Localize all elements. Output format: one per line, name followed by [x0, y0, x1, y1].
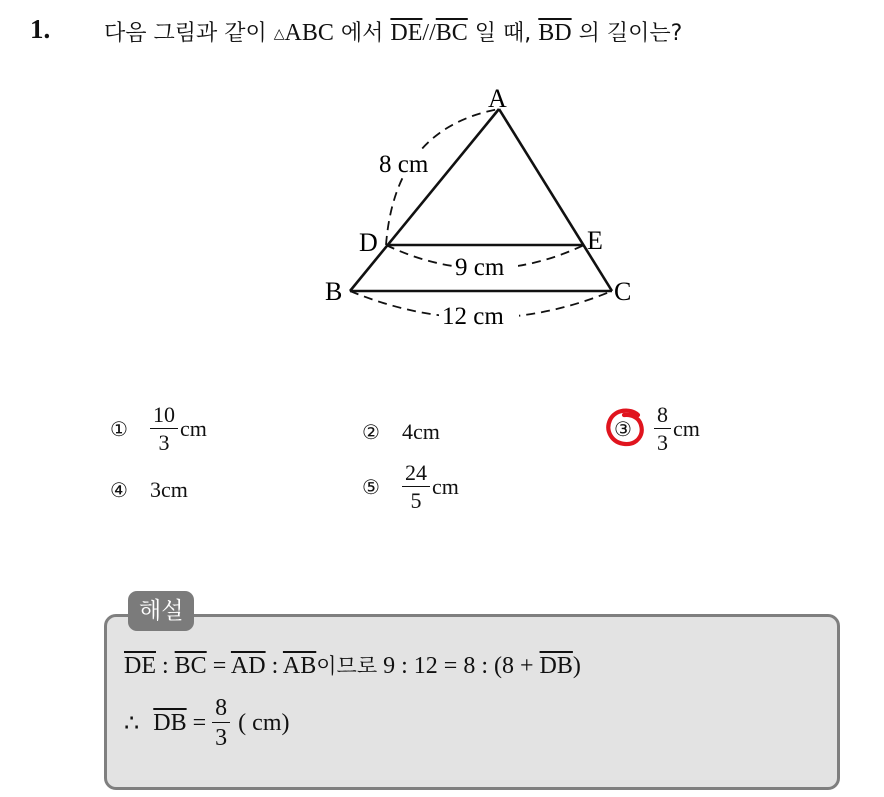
sol-result-denominator: 3 — [215, 725, 228, 751]
sol-colon-2: : — [265, 653, 283, 679]
choice-5-unit: cm — [432, 474, 459, 499]
sol-result-seg: $\overline{DB}$ — [153, 709, 187, 736]
sol-result-numerator: 8 — [212, 696, 230, 723]
choice-5-fraction — [402, 462, 430, 512]
question-mid2: 일 때, — [474, 21, 532, 46]
parallel-symbol: // — [422, 20, 436, 46]
label-e: E — [587, 226, 603, 255]
label-c: C — [614, 277, 632, 306]
sol-close-paren: ) — [572, 653, 581, 679]
choice-1-number: ① — [110, 417, 128, 441]
length-de: 9 cm — [455, 254, 505, 281]
choice-3-numerator: 8 — [654, 404, 671, 429]
choice-5-numerator: 24 — [402, 462, 430, 487]
sol-korean: 이므로 — [316, 654, 378, 678]
choice-3-number: ③ — [614, 417, 632, 441]
choice-3-denominator: 3 — [657, 430, 668, 455]
choice-2[interactable] — [362, 419, 440, 445]
sol-seg-ad: $\overline{AD}$ — [230, 653, 266, 679]
choice-5-number: ⑤ — [362, 475, 380, 499]
solution-line-2 — [124, 696, 289, 750]
choice-4-text: 3cm — [150, 477, 188, 502]
choice-1-fraction — [150, 404, 178, 454]
sol-seg-de: $\overline{DE}$ — [124, 653, 156, 679]
choice-3[interactable] — [614, 404, 700, 454]
question-number: 1. — [30, 14, 51, 44]
choice-3-unit: cm — [673, 416, 700, 441]
length-ad: 8 cm — [379, 151, 429, 178]
sol-colon-1: : — [156, 653, 175, 679]
segment-de: $\overline{DE}$ — [390, 20, 423, 46]
question-end: 의 길이는? — [578, 21, 683, 46]
choice-5[interactable] — [362, 462, 459, 512]
segment-bc: $\overline{BC}$ — [435, 20, 468, 46]
choice-1-numerator: 10 — [150, 404, 178, 429]
sol-result-fraction — [212, 696, 230, 750]
triangle-name: ABC — [284, 20, 334, 46]
choice-1-denominator: 3 — [158, 430, 170, 455]
choice-5-denominator: 5 — [410, 488, 422, 513]
sol-seg-ab: $\overline{AB}$ — [282, 653, 317, 679]
question-mid1: 에서 — [340, 21, 384, 46]
sol-seg-bc: $\overline{BC}$ — [174, 653, 207, 679]
choice-4-number: ④ — [110, 478, 128, 502]
sol-eq-1: = — [206, 653, 231, 679]
length-bc: 12 cm — [442, 303, 504, 330]
sol-seg-db: $\overline{DB}$ — [539, 653, 573, 679]
choice-4[interactable] — [110, 477, 188, 503]
solution-tag: 해설 — [128, 591, 194, 631]
sol-result-eq: = — [186, 709, 213, 736]
choice-1[interactable] — [110, 404, 207, 454]
question-lead: 다음 그림과 같이 — [104, 21, 267, 46]
triangle-symbol: △ — [273, 26, 285, 42]
therefore-symbol: ∴ — [124, 710, 140, 737]
choice-1-unit: cm — [180, 416, 207, 441]
sol-result-unit: ( cm) — [232, 709, 290, 736]
label-d: D — [359, 228, 378, 257]
sol-expression: 9 : 12 = 8 : (8 + — [377, 653, 540, 679]
solution-line-1 — [124, 650, 581, 680]
label-a: A — [488, 84, 507, 113]
choice-2-number: ② — [362, 420, 380, 444]
segment-bd: $\overline{BD}$ — [538, 20, 572, 46]
label-b: B — [325, 277, 343, 306]
choice-2-text: 4cm — [402, 419, 440, 444]
choice-3-fraction — [654, 404, 671, 454]
